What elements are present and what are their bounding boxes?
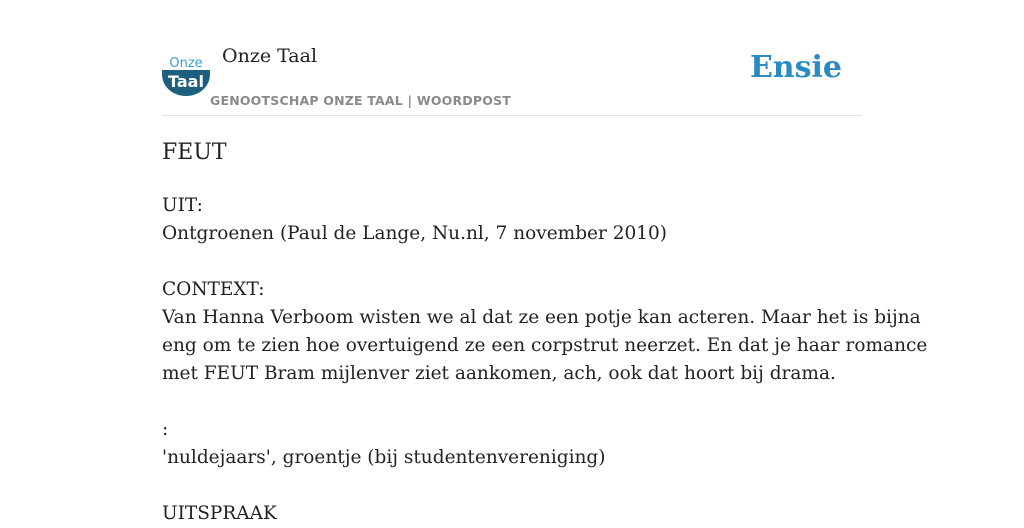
meaning-label: : [162,419,169,440]
spacer [162,472,862,500]
context-line: eng om te zien hoe overtuigend ze een corpstrut neerzet. En dat je haar romance [162,335,928,356]
svg-text:Taal: Taal [168,72,204,91]
onze-taal-logo[interactable] [162,50,210,96]
ensie-brand-logo[interactable]: Ensie [749,50,842,85]
svg-text:Onze: Onze [169,56,203,71]
pronunciation-label: UITSPRAAK [162,503,277,524]
source-value: Ontgroenen (Paul de Lange, Nu.nl, 7 november 2010) [162,223,668,244]
header-divider [162,115,862,116]
spacer [162,388,862,416]
site-subtitle: GENOOTSCHAP ONZE TAAL | WOORDPOST [210,93,512,108]
context-line: Van Hanna Verboom wisten we al dat ze een potje kan acteren. Maar het is bijna [162,307,921,328]
entry-body [162,192,928,528]
context-label: CONTEXT: [162,279,265,300]
source-label: UIT: [162,195,203,216]
entry-card [162,0,928,524]
site-name[interactable]: Onze Taal [222,45,318,67]
spacer [162,248,862,276]
meaning-value: 'nuldejaars', groentje (bij studentenvereniging) [162,447,606,468]
context-line: met FEUT Bram mijlenver ziet aankomen, ach, ook dat hoort bij drama. [162,363,836,384]
entry-title: FEUT [162,140,227,165]
